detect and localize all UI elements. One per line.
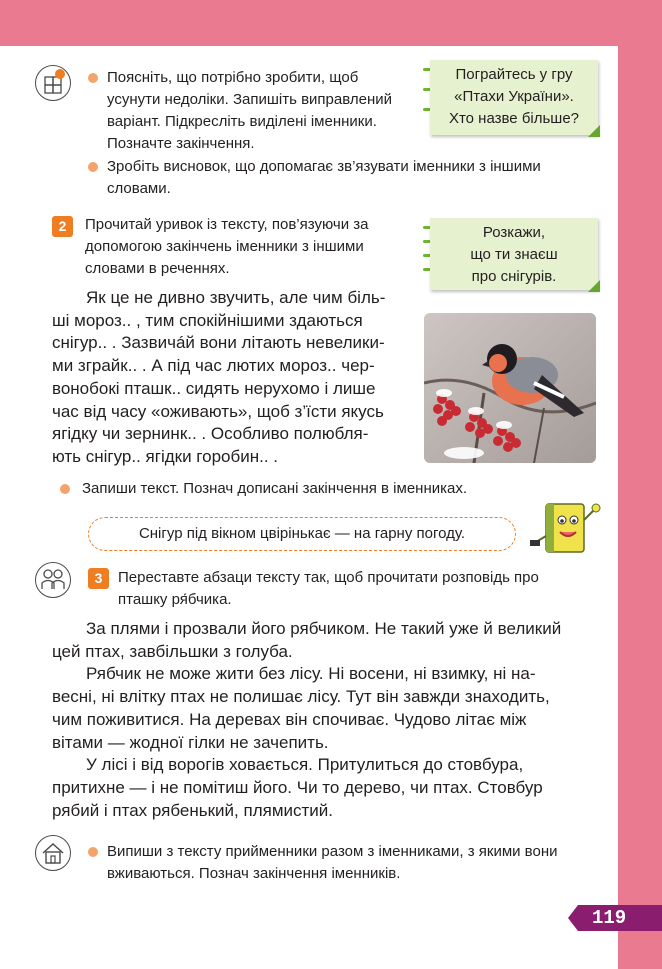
- reading-text: За плями і прозвали його рябчиком. Не такий уже й великий цей птах, завбільшки з голуба. Рябчик не може жити без лісу. Ні восени, ні взимку, ні на- весні, ні влітку птах не полишає лісу. Тут він завжди знаходить, чим поживитися. На деревах він спочиває. Чудово літає між вітами — жодної гілки не зачепить. У лісі і від ворогів ховається. Притулиться до стовбура, притихне — і не помітиш його. Чи то дерево, чи птах. Стовбур рябий і птах рябенький, плямистий.: [52, 619, 562, 820]
- bullet-dot: [60, 484, 70, 494]
- book-character-icon: [528, 496, 610, 558]
- proverb-box: [88, 517, 516, 551]
- exercise-number: 3: [88, 568, 109, 589]
- bullet-dot: [88, 73, 98, 83]
- proverb-text: Снігур під вікном цвірінькає — на гарну погоду.: [138, 525, 466, 542]
- home-icon: [35, 835, 71, 871]
- sticky-note: Розкажи, що ти знаєш про снігурів.: [430, 218, 598, 290]
- instruction-text: Зробіть висновок, що допомагає зв’язувати іменники з іншими словами.: [107, 158, 541, 197]
- puzzle-icon: [35, 65, 71, 101]
- exercise-instruction: Прочитай уривок із тексту, пов’язуючи за допомогою закінчень іменники з іншими словами в реченнях.: [85, 216, 369, 277]
- instruction-text: Поясніть, що потрібно зробити, щоб усунути недоліки. Запишіть виправлений варіант. Підкресліть виділені іменники. Позначте закінчення.: [107, 69, 392, 152]
- page-number: 119: [578, 905, 662, 931]
- reading-text: Як це не дивно звучить, але чим біль- ші мороз.. , тим спокійнішими здаються снігур.. . Зазвичáй вони літають невелики- ми зграйк.. . А під час лютих мороз.. чер- вонобокі пташк.. сидять нерухомо і лише час від часу «оживають», щоб з’їсти якусь ягідку чи зернинк.. . Особливо полюбля- ють снігур.. ягідки горобин.. .: [52, 288, 386, 466]
- task-text: Запиши текст. Познач дописані закінчення в іменниках.: [82, 480, 468, 497]
- exercise-number: 2: [52, 216, 73, 237]
- sticky-note: Пограйтесь у гру «Птахи України». Хто назве більше?: [430, 60, 598, 135]
- right-border: [618, 0, 662, 969]
- pair-work-icon: [35, 562, 71, 598]
- homework-text: Випиши з тексту прийменники разом з іменниками, з якими вони вживаються. Познач закінчення іменників.: [107, 843, 558, 882]
- exercise-instruction: Переставте абзаци тексту так, щоб прочитати розповідь про пташку ря́бчика.: [118, 569, 539, 608]
- bullfinch-photo: [424, 313, 596, 463]
- bullet-dot: [88, 847, 98, 857]
- bullet-dot: [88, 162, 98, 172]
- top-border: [0, 0, 662, 46]
